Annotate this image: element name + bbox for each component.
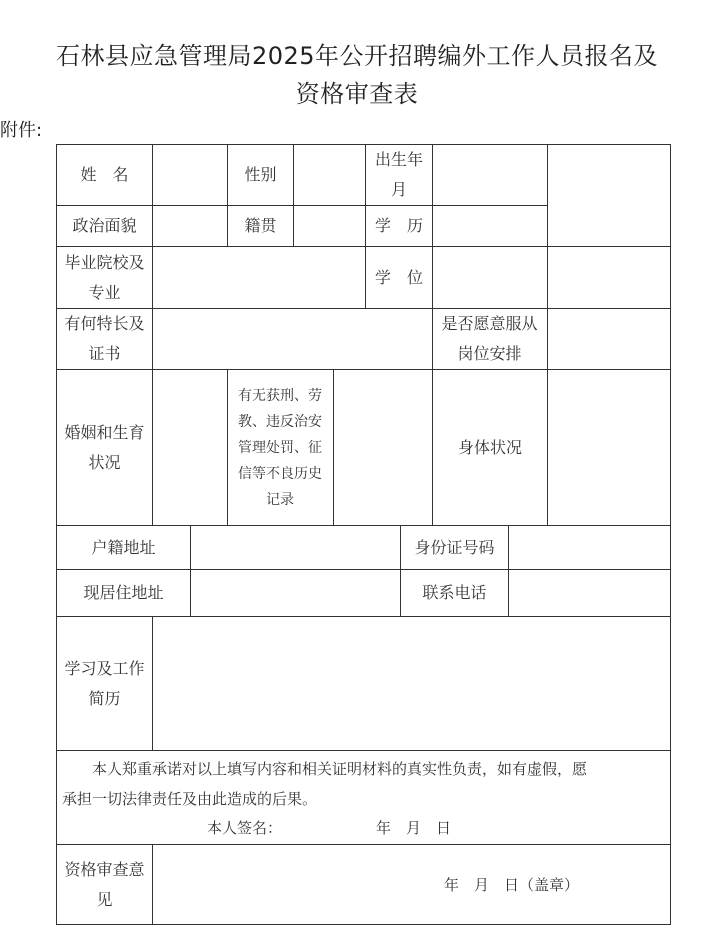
- review-label: 资格审查意见: [64, 859, 145, 909]
- education-field[interactable]: [433, 206, 547, 246]
- current-address-field[interactable]: [191, 570, 400, 616]
- record-field[interactable]: [334, 370, 432, 525]
- birth-label: 出生年月: [374, 150, 423, 199]
- signature-date: 年 月 日: [376, 819, 452, 837]
- specialty-label: 有何特长及证书: [64, 314, 145, 363]
- health-label: 身体状况: [457, 437, 522, 457]
- specialty-field[interactable]: [153, 309, 432, 369]
- signature-label: 本人签名：: [207, 819, 283, 837]
- form-title-line2: 资格审查表: [295, 80, 419, 108]
- record-label: 有无获刑、劳教、违反治安管理处罚、征信等不良历史记录: [238, 387, 322, 508]
- phone-field[interactable]: [509, 570, 670, 616]
- pledge-line-2: 承担一切法律责任及由此造成的后果。: [62, 790, 318, 808]
- politics-field[interactable]: [153, 206, 227, 246]
- review-opinion-field[interactable]: [153, 845, 670, 924]
- birth-field[interactable]: [433, 145, 547, 205]
- marriage-field[interactable]: [153, 370, 227, 525]
- attachment-label: 附件:: [0, 120, 43, 141]
- accept-assignment-label: 是否愿意服从岗位安排: [441, 314, 538, 363]
- health-field[interactable]: [548, 370, 670, 525]
- native-place-label: 籍贯: [244, 216, 277, 235]
- marriage-label: 婚姻和生育状况: [64, 422, 145, 472]
- review-date-stamp: 年 月 日（盖章）: [444, 876, 580, 894]
- id-number-field[interactable]: [509, 526, 670, 569]
- school-major-label: 毕业院校及专业: [64, 252, 145, 302]
- native-place-field[interactable]: [294, 206, 365, 246]
- accept-assignment-field[interactable]: [548, 309, 670, 369]
- politics-label: 政治面貌: [72, 216, 137, 235]
- name-field[interactable]: [153, 145, 227, 205]
- id-number-label: 身份证号码: [414, 537, 495, 557]
- form-title-line1: 石林县应急管理局2025年公开招聘编外工作人员报名及: [55, 42, 659, 70]
- gender-label: 性别: [244, 165, 277, 184]
- school-major-field[interactable]: [153, 247, 365, 308]
- current-address-label: 现居住地址: [83, 583, 164, 602]
- hukou-label: 户籍地址: [91, 537, 156, 557]
- phone-label: 联系电话: [422, 583, 487, 602]
- degree-field[interactable]: [433, 247, 547, 308]
- hukou-field[interactable]: [191, 526, 400, 569]
- gender-field[interactable]: [294, 145, 365, 205]
- pledge-line-1: 本人郑重承诺对以上填写内容和相关证明材料的真实性负责，如有虚假，愿: [92, 760, 588, 778]
- education-label: 学 历: [374, 216, 423, 235]
- resume-field[interactable]: [153, 617, 670, 750]
- photo-cell[interactable]: [548, 145, 670, 308]
- resume-label: 学习及工作简历: [64, 658, 145, 708]
- name-label: 姓 名: [80, 165, 129, 184]
- degree-label: 学 位: [374, 267, 423, 287]
- signature-field[interactable]: [280, 815, 370, 837]
